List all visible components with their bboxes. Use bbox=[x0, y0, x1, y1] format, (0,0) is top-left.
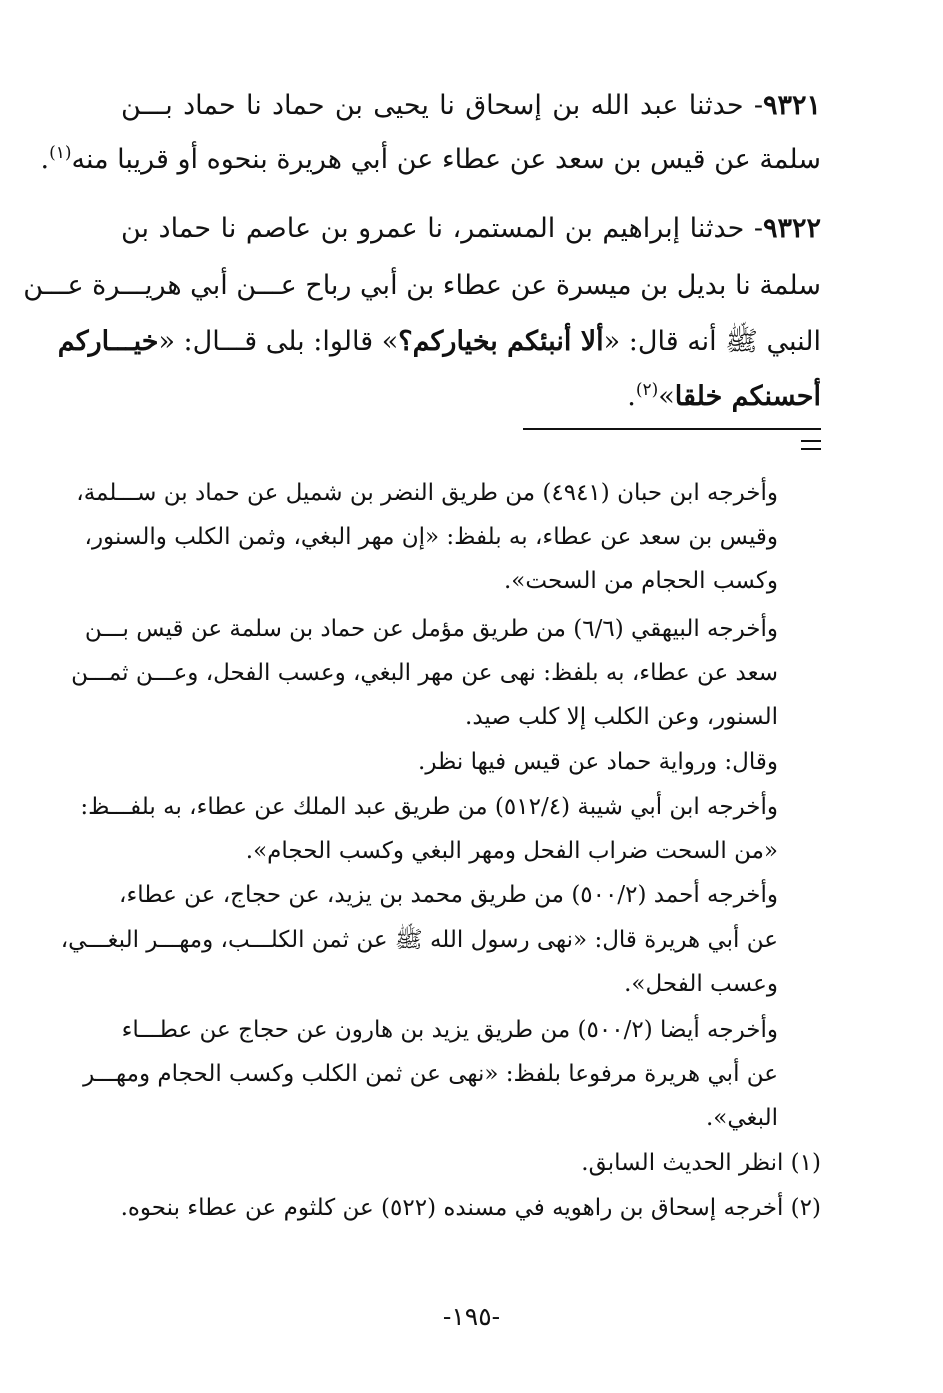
note-line: وأخرجه البيهقي (٦/٦) من طريق مؤمل عن حماد بن سلمة عن قيس بـــن bbox=[84, 616, 778, 642]
hadith-9321-line-2: سلمة عن قيس بن سعد عن عطاء عن أبي هريرة بنحوه أو قريبا منه$^{(١)}$. bbox=[40, 143, 821, 175]
footnote-separator-rule bbox=[523, 428, 821, 430]
hadith-9322-line-3: النبي ﷺ أنه قال: «ألا أنبئكم بخياركم؟» قالوا: بلى قـــال: «خيـــاركم bbox=[57, 326, 821, 357]
hadith-9322-line-1: ٩٣٢٢- حدثنا إبراهيم بن المستمر، نا عمرو بن عاصم نا حماد بن bbox=[121, 213, 822, 244]
hadith-number: ٩٣٢٢ bbox=[763, 213, 822, 244]
hadith-9322-line-4: أحسنكم خلقا»$^{(٢)}$. bbox=[627, 380, 821, 412]
note-line: «من السحت ضراب الفحل ومهر البغي وكسب الحجام». bbox=[245, 838, 778, 864]
note-line: وكسب الحجام من السحت». bbox=[504, 568, 778, 594]
footnote-2: (٢) أخرجه إسحاق بن راهويه في مسنده (٥٢٢) عن كلثوم عن عطاء بنحوه. bbox=[120, 1195, 821, 1221]
quote-bold: ألا أنبئكم بخياركم؟ bbox=[398, 326, 604, 357]
note-line: وعسب الفحل». bbox=[624, 971, 778, 997]
note-line: عن أبي هريرة مرفوعا بلفظ: «نهى عن ثمن الكلب وكسب الحجام ومهـــر bbox=[83, 1061, 778, 1087]
hadith-9321-line-1: ٩٣٢١- حدثنا عبد الله بن إسحاق نا يحيى بن حماد نا حماد بـــن bbox=[121, 90, 821, 121]
note-line: عن أبي هريرة قال: «نهى رسول الله ﷺ عن ثمن الكلـــب، ومهـــر البغـــي، bbox=[60, 927, 778, 953]
note-line: وأخرجه أيضا (٥٠٠/٢) من طريق يزيد بن هارون عن حجاج عن عطـــاء bbox=[121, 1017, 778, 1043]
continuation-mark bbox=[801, 440, 821, 450]
quote-bold: خيـــاركم bbox=[57, 326, 159, 357]
note-line: وأخرجه ابن أبي شيبة (٥١٢/٤) من طريق عبد الملك عن عطاء، به بلفـــظ: bbox=[80, 794, 778, 820]
quote-bold: أحسنكم خلقا bbox=[674, 381, 821, 412]
note-line: سعد عن عطاء، به بلفظ: نهى عن مهر البغي، وعسب الفحل، وعـــن ثمـــن bbox=[71, 660, 778, 686]
note-line: وقال: ورواية حماد عن قيس فيها نظر. bbox=[418, 749, 778, 775]
footnote-ref: (١) bbox=[49, 143, 72, 163]
footnote-1: (١) انظر الحديث السابق. bbox=[581, 1150, 821, 1176]
note-line: وقيس بن سعد عن عطاء، به بلفظ: «إن مهر البغي، وثمن الكلب والسنور، bbox=[84, 524, 778, 550]
hadith-9322-line-2: سلمة نا بديل بن ميسرة عن عطاء بن أبي رباح عـــن أبي هريـــرة عـــن bbox=[23, 270, 821, 301]
note-line: السنور، وعن الكلب إلا كلب صيد. bbox=[465, 704, 778, 730]
page-number: -١٩٥- bbox=[442, 1302, 501, 1331]
note-line: وأخرجه ابن حبان (٤٩٤١) من طريق النضر بن شميل عن حماد بن ســـلمة، bbox=[76, 480, 778, 506]
footnote-ref: (٢) bbox=[635, 380, 659, 400]
note-line: البغي». bbox=[706, 1105, 778, 1131]
note-line: وأخرجه أحمد (٥٠٠/٢) من طريق محمد بن يزيد، عن حجاج، عن عطاء، bbox=[119, 882, 778, 908]
hadith-number: ٩٣٢١ bbox=[762, 90, 821, 121]
